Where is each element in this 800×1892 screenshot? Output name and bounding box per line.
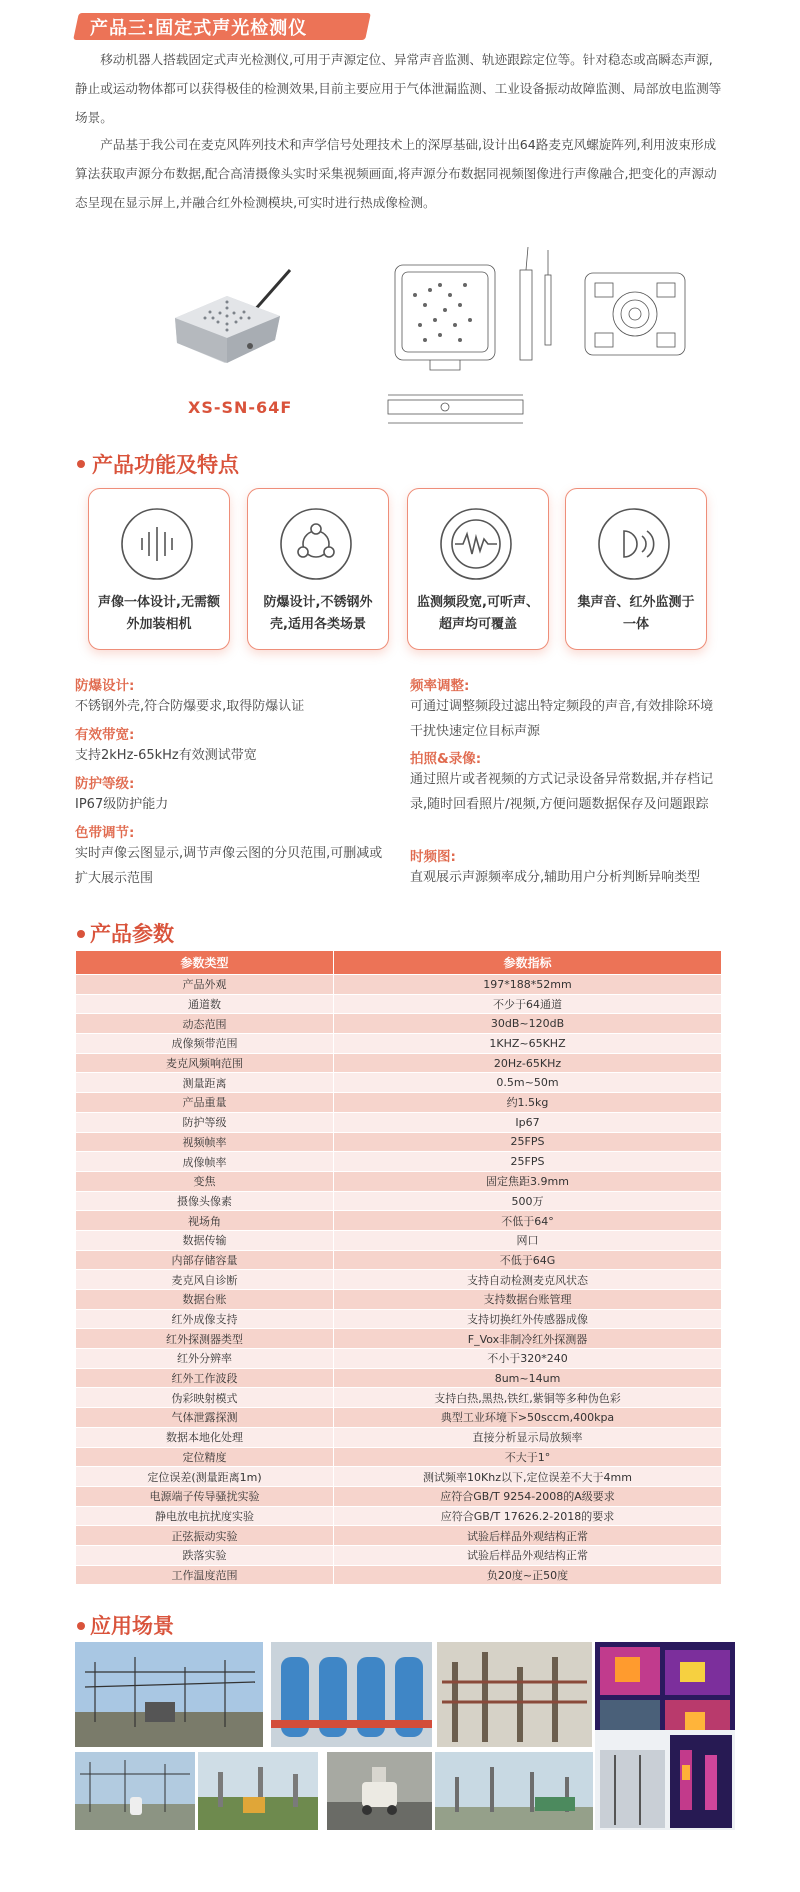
params-cell-type: 气体泄露探测 <box>76 1408 334 1428</box>
params-cell-value: 8um~14um <box>334 1368 722 1388</box>
feature-card-text: 监测频段宽,可听声、超声均可覆盖 <box>417 595 539 632</box>
product-title: 产品三:固定式声光检测仪 <box>90 18 308 39</box>
params-cell-value: 约1.5kg <box>334 1093 722 1113</box>
params-cell-value: 应符合GB/T 9254-2008的A级要求 <box>334 1486 722 1506</box>
scene-photo-insulators <box>437 1642 592 1747</box>
params-row <box>76 1211 722 1231</box>
params-cell-type: 成像帧率 <box>76 1152 334 1172</box>
feature-card-1 <box>88 488 230 650</box>
params-row <box>76 1408 722 1428</box>
speaker-sound-icon <box>597 507 671 581</box>
params-row <box>76 1053 722 1073</box>
params-cell-value: 0.5m~50m <box>334 1073 722 1093</box>
params-cell-type: 电源端子传导骚扰实验 <box>76 1486 334 1506</box>
params-cell-type: 防护等级 <box>76 1112 334 1132</box>
params-cell-type: 数据传输 <box>76 1230 334 1250</box>
params-cell-value: 支持白热,黑热,铁红,紫铜等多种伪色彩 <box>334 1388 722 1408</box>
params-row <box>76 1093 722 1113</box>
scene-photo-power-station <box>435 1752 593 1830</box>
feature-card-text: 防爆设计,不锈钢外壳,适用各类场景 <box>263 595 373 632</box>
params-cell-value: 不少于64通道 <box>334 994 722 1014</box>
share-network-icon <box>279 507 353 581</box>
params-row <box>76 1368 722 1388</box>
params-cell-type: 视频帧率 <box>76 1132 334 1152</box>
device-photo <box>165 268 295 368</box>
params-cell-value: 25FPS <box>334 1132 722 1152</box>
params-cell-value: 支持自动检测麦克风状态 <box>334 1270 722 1290</box>
scene-photo-inspection-robot <box>327 1752 432 1830</box>
params-cell-value: 测试频率10Khz以下,定位误差不大于4mm <box>334 1467 722 1487</box>
params-heading: 产品参数 <box>90 922 174 946</box>
scenes-heading-dot <box>77 1622 85 1630</box>
params-cell-type: 麦克风自诊断 <box>76 1270 334 1290</box>
scene-photo-pipeline <box>271 1642 432 1747</box>
detail-title-frequency: 频率调整: <box>410 678 470 694</box>
detail-text-bandwidth: 支持2kHz-65kHz有效测试带宽 <box>75 748 257 763</box>
params-row <box>76 1290 722 1310</box>
params-row <box>76 1230 722 1250</box>
params-header-value: 参数指标 <box>334 951 722 975</box>
params-cell-type: 内部存储容量 <box>76 1250 334 1270</box>
detail-text-explosion: 不锈钢外壳,符合防爆要求,取得防爆认证 <box>75 699 305 714</box>
detail-title-photo: 拍照&录像: <box>410 751 482 767</box>
params-row <box>76 1250 722 1270</box>
feature-card-2 <box>247 488 389 650</box>
params-cell-type: 红外分辨率 <box>76 1349 334 1369</box>
params-row <box>76 1112 722 1132</box>
params-row <box>76 1309 722 1329</box>
params-row <box>76 975 722 995</box>
params-row <box>76 1270 722 1290</box>
params-cell-type: 工作温度范围 <box>76 1565 334 1585</box>
params-row <box>76 994 722 1014</box>
params-row <box>76 1034 722 1054</box>
params-cell-type: 产品外观 <box>76 975 334 995</box>
params-row <box>76 1545 722 1565</box>
features-heading: 产品功能及特点 <box>92 453 239 477</box>
params-row <box>76 1526 722 1546</box>
params-cell-type: 跌落实验 <box>76 1545 334 1565</box>
feature-card-4 <box>565 488 707 650</box>
params-cell-value: Ip67 <box>334 1112 722 1132</box>
scene-photo-outdoor-robot <box>198 1752 318 1830</box>
params-row <box>76 1171 722 1191</box>
scene-photo-substation-1 <box>75 1642 263 1747</box>
params-row <box>76 1427 722 1447</box>
params-row <box>76 1349 722 1369</box>
params-cell-type: 伪彩映射模式 <box>76 1388 334 1408</box>
params-cell-value: 25FPS <box>334 1152 722 1172</box>
params-row <box>76 1152 722 1172</box>
technical-drawing <box>370 245 700 435</box>
detail-text-timefreq: 直观展示声源频率成分,辅助用户分析判断异响类型 <box>410 870 701 885</box>
params-cell-value: 30dB~120dB <box>334 1014 722 1034</box>
params-header-type: 参数类型 <box>76 951 334 975</box>
params-table-body <box>76 975 722 1585</box>
params-cell-value: 支持切换红外传感器成像 <box>334 1309 722 1329</box>
detail-title-bandwidth: 有效带宽: <box>75 727 135 743</box>
params-row <box>76 1132 722 1152</box>
detail-title-explosion: 防爆设计: <box>75 678 135 694</box>
detail-text-frequency: 可通过调整频段过滤出特定频段的声音,有效排除环境干扰快速定位目标声源 <box>410 699 714 739</box>
params-cell-value: 不大于1° <box>334 1447 722 1467</box>
params-cell-value: 500万 <box>334 1191 722 1211</box>
waveform-icon <box>439 507 513 581</box>
params-row <box>76 1329 722 1349</box>
detail-text-photo: 通过照片或者视频的方式记录设备异常数据,并存档记录,随时回看照片/视频,方便问题数据保存及问题跟踪 <box>410 772 714 812</box>
params-cell-type: 成像频带范围 <box>76 1034 334 1054</box>
params-row <box>76 1467 722 1487</box>
params-cell-value: 197*188*52mm <box>334 975 722 995</box>
params-cell-value: 固定焦距3.9mm <box>334 1171 722 1191</box>
params-heading-dot <box>77 930 85 938</box>
sound-wave-icon <box>120 507 194 581</box>
params-cell-type: 测量距离 <box>76 1073 334 1093</box>
params-row <box>76 1073 722 1093</box>
params-cell-value: F_Vox非制冷红外探测器 <box>334 1329 722 1349</box>
params-cell-value: 支持数据台账管理 <box>334 1290 722 1310</box>
params-cell-value: 1KHZ~65KHZ <box>334 1034 722 1054</box>
params-cell-value: 不低于64G <box>334 1250 722 1270</box>
detail-title-protection: 防护等级: <box>75 776 135 792</box>
params-cell-value: 不低于64° <box>334 1211 722 1231</box>
params-row <box>76 1486 722 1506</box>
params-cell-value: 不小于320*240 <box>334 1349 722 1369</box>
detail-text-protection: IP67级防护能力 <box>75 797 169 812</box>
params-cell-value: 应符合GB/T 17626.2-2018的要求 <box>334 1506 722 1526</box>
scenes-heading: 应用场景 <box>90 1614 174 1638</box>
scene-photo-substation-2 <box>75 1752 195 1830</box>
params-row <box>76 1506 722 1526</box>
params-row <box>76 1388 722 1408</box>
params-cell-type: 红外成像支持 <box>76 1309 334 1329</box>
detail-title-colorband: 色带调节: <box>75 825 135 841</box>
params-cell-type: 麦克风频响范围 <box>76 1053 334 1073</box>
params-cell-type: 产品重量 <box>76 1093 334 1113</box>
params-header-row <box>76 951 722 975</box>
scene-photo-thermal-2 <box>595 1730 735 1830</box>
params-cell-type: 数据本地化处理 <box>76 1427 334 1447</box>
params-cell-type: 视场角 <box>76 1211 334 1231</box>
params-cell-type: 红外探测器类型 <box>76 1329 334 1349</box>
params-table <box>75 950 722 1585</box>
params-cell-type: 数据台账 <box>76 1290 334 1310</box>
params-cell-value: 典型工业环境下>50sccm,400kpa <box>334 1408 722 1428</box>
params-cell-type: 定位误差(测量距离1m) <box>76 1467 334 1487</box>
params-row <box>76 1014 722 1034</box>
detail-text-colorband: 实时声像云图显示,调节声像云图的分贝范围,可删减或扩大展示范围 <box>75 846 383 886</box>
params-cell-value: 试验后样品外观结构正常 <box>334 1526 722 1546</box>
params-cell-type: 变焦 <box>76 1171 334 1191</box>
feature-card-3 <box>407 488 549 650</box>
params-cell-value: 网口 <box>334 1230 722 1250</box>
params-cell-type: 静电放电抗扰度实验 <box>76 1506 334 1526</box>
params-row <box>76 1565 722 1585</box>
feature-card-text: 声像一体设计,无需额外加装相机 <box>98 595 220 632</box>
features-heading-dot <box>77 460 85 468</box>
params-row <box>76 1191 722 1211</box>
detail-title-timefreq: 时频图: <box>410 849 456 865</box>
params-cell-value: 20Hz-65KHz <box>334 1053 722 1073</box>
params-cell-type: 正弦振动实验 <box>76 1526 334 1546</box>
params-cell-type: 动态范围 <box>76 1014 334 1034</box>
params-row <box>76 1447 722 1467</box>
params-cell-value: 负20度~正50度 <box>334 1565 722 1585</box>
params-cell-type: 通道数 <box>76 994 334 1014</box>
params-cell-value: 试验后样品外观结构正常 <box>334 1545 722 1565</box>
feature-card-text: 集声音、红外监测于一体 <box>577 595 695 632</box>
params-cell-type: 红外工作波段 <box>76 1368 334 1388</box>
params-cell-value: 直接分析显示局放频率 <box>334 1427 722 1447</box>
model-label: XS-SN-64F <box>188 398 293 417</box>
intro-paragraph-1: 移动机器人搭载固定式声光检测仪,可用于声源定位、异常声音监测、轨迹跟踪定位等。针对稳态或高瞬态声源,静止或运动物体都可以获得极佳的检测效果,目前主要应用于气体泄漏监测、工业设备振动故障监测、局部放电监测等场景。 <box>75 52 722 125</box>
params-cell-type: 摄像头像素 <box>76 1191 334 1211</box>
params-cell-type: 定位精度 <box>76 1447 334 1467</box>
intro-paragraph-2: 产品基于我公司在麦克风阵列技术和声学信号处理技术上的深厚基础,设计出64路麦克风螺旋阵列,利用波束形成算法获取声源分布数据,配合高清摄像头实时采集视频画面,将声源分布数据同视频图像进行声像融合,把变化的声源动态呈现在显示屏上,并融合红外检测模块,可实时进行热成像检测。 <box>75 137 717 210</box>
